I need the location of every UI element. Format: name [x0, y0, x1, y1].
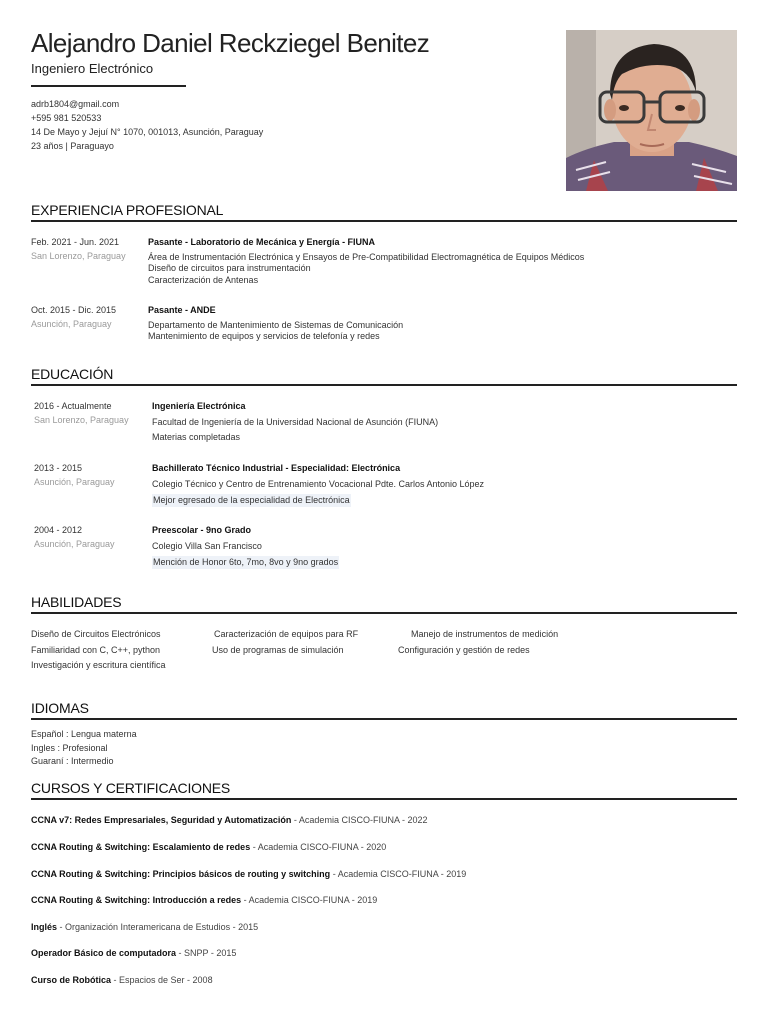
title-divider	[31, 85, 186, 87]
course-detail: - Academia CISCO-FIUNA - 2020	[250, 842, 387, 852]
experience-detail: Diseño de circuitos para instrumentación	[148, 263, 311, 273]
skill-item: Familiaridad con C, C++, python	[31, 645, 161, 655]
contact-block	[31, 97, 263, 153]
languages-list	[31, 728, 137, 769]
education-date: 2004 - 2012	[34, 525, 83, 535]
course-name: CCNA v7: Redes Empresariales, Seguridad y Automatización	[31, 815, 292, 825]
course-item	[31, 975, 213, 985]
skill-item: Caracterización de equipos para RF	[214, 629, 359, 639]
course-name: Operador Básico de computadora	[31, 948, 177, 958]
experience-detail: Área de Instrumentación Electrónica y Ensayos de Pre-Compatibilidad Electromagnética de Equipos Médicos	[148, 251, 585, 262]
course-detail: - Espacios de Ser - 2008	[111, 975, 213, 985]
education-note: Materias completadas	[152, 432, 241, 442]
course-item	[31, 895, 377, 905]
skills-section-title: HABILIDADES	[31, 594, 122, 610]
experience-section-divider	[31, 220, 737, 222]
education-location: Asunción, Paraguay	[34, 477, 115, 487]
courses-section-title: CURSOS Y CERTIFICACIONES	[31, 780, 231, 796]
course-name: Curso de Robótica	[31, 975, 112, 985]
course-item	[31, 922, 258, 932]
education-section-title: EDUCACIÓN	[31, 366, 114, 382]
languages-section-title: IDIOMAS	[31, 700, 89, 716]
skill-item: Investigación y escritura científica	[31, 660, 166, 670]
education-date: 2013 - 2015	[34, 463, 83, 473]
course-detail: - Academia CISCO-FIUNA - 2019	[241, 895, 378, 905]
course-name: CCNA Routing & Switching: Principios básicos de routing y switching	[31, 869, 331, 879]
experience-detail: Mantenimiento de equipos y servicios de telefonía y redes	[148, 331, 380, 341]
education-degree: Preescolar - 9no Grado	[152, 525, 252, 535]
language-item: Español : Lengua materna	[31, 729, 137, 739]
education-institution: Facultad de Ingeniería de la Universidad Nacional de Asunción (FIUNA)	[152, 416, 439, 427]
education-location: San Lorenzo, Paraguay	[34, 415, 129, 425]
skill-item: Configuración y gestión de redes	[398, 645, 530, 655]
experience-date: Oct. 2015 - Dic. 2015	[31, 305, 117, 315]
course-detail: - SNPP - 2015	[176, 948, 237, 958]
education-honor: Mejor egresado de la especialidad de Electrónica	[153, 495, 350, 505]
experience-location: Asunción, Paraguay	[31, 319, 112, 329]
course-detail: - Academia CISCO-FIUNA - 2019	[330, 869, 467, 879]
language-item: Ingles : Profesional	[31, 742, 108, 753]
education-institution: Colegio Técnico y Centro de Entrenamiento Vocacional Pdte. Carlos Antonio López	[152, 478, 485, 489]
skills-section-divider	[31, 612, 737, 614]
course-item	[31, 948, 236, 958]
skill-item: Diseño de Circuitos Electrónicos	[31, 629, 161, 639]
candidate-profession: Ingeniero Electrónico	[31, 61, 154, 76]
courses-section-divider	[31, 798, 737, 800]
course-item	[31, 815, 427, 825]
profile-photo	[566, 30, 737, 191]
education-institution: Colegio Villa San Francisco	[152, 540, 262, 551]
experience-role: Pasante - ANDE	[148, 305, 216, 315]
skill-item: Manejo de instrumentos de medición	[411, 629, 559, 639]
experience-date: Feb. 2021 - Jun. 2021	[31, 237, 120, 247]
experience-role: Pasante - Laboratorio de Mecánica y Energía - FIUNA	[148, 237, 376, 247]
experience-detail: Departamento de Mantenimiento de Sistemas de Comunicación	[148, 319, 404, 330]
contact-address: 14 De Mayo y Jejuí N° 1070, 001013, Asunción, Paraguay	[31, 127, 264, 137]
education-honor: Mención de Honor 6to, 7mo, 8vo y 9no grados	[153, 557, 339, 567]
contact-email[interactable]: adrb1804@gmail.com	[31, 99, 120, 109]
education-degree: Bachillerato Técnico Industrial - Especialidad: Electrónica	[152, 463, 401, 473]
languages-section-divider	[31, 718, 737, 720]
course-detail: - Organización Interamericana de Estudios - 2015	[57, 922, 259, 932]
course-name: Inglés	[31, 922, 58, 932]
course-name: CCNA Routing & Switching: Introducción a redes	[31, 895, 242, 905]
contact-phone[interactable]: +595 981 520533	[31, 113, 102, 123]
experience-section-title: EXPERIENCIA PROFESIONAL	[31, 202, 224, 218]
course-item	[31, 869, 466, 879]
education-location: Asunción, Paraguay	[34, 539, 115, 549]
course-detail: - Academia CISCO-FIUNA - 2022	[291, 815, 428, 825]
candidate-name: Alejandro Daniel Reckziegel Benitez	[31, 28, 430, 58]
course-item	[31, 842, 386, 852]
education-degree: Ingeniería Electrónica	[152, 401, 246, 411]
education-section-divider	[31, 384, 737, 386]
skill-item: Uso de programas de simulación	[212, 645, 344, 655]
language-item: Guaraní : Intermedio	[31, 756, 114, 766]
education-date: 2016 - Actualmente	[34, 401, 112, 411]
experience-detail: Caracterización de Antenas	[148, 274, 259, 285]
experience-location: San Lorenzo, Paraguay	[31, 251, 126, 261]
contact-age-nationality: 23 años | Paraguayo	[31, 141, 114, 151]
course-name: CCNA Routing & Switching: Escalamiento de redes	[31, 842, 251, 852]
